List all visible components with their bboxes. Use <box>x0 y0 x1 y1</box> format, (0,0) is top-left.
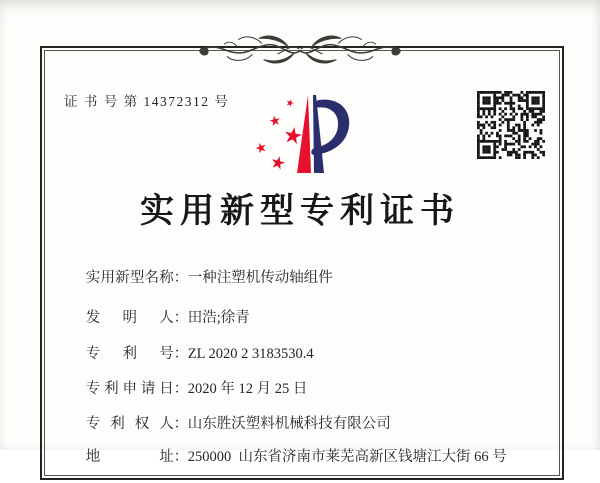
field-label: 地址 <box>85 449 174 465</box>
field-row-name <box>64 249 333 286</box>
field-colon: ： <box>173 310 189 326</box>
field-colon: ： <box>173 270 189 286</box>
field-label: 实用新型名称 <box>85 270 174 286</box>
field-value: 一种注塑机传动轴组件 <box>187 270 333 286</box>
field-row-patent-no <box>64 325 314 362</box>
field-value: 250000 山东省济南市莱芜高新区钱塘江大街 66 号 <box>187 449 507 465</box>
field-label: 专利权人 <box>85 416 174 432</box>
certificate-title: 实用新型专利证书 <box>140 193 460 230</box>
certificate-number: 证 书 号 第 14372312 号 <box>64 94 230 109</box>
field-value: ZL 2020 2 3183530.4 <box>187 346 314 362</box>
field-colon: ： <box>173 416 189 432</box>
field-colon: ： <box>173 449 189 465</box>
field-value: 山东胜沃塑料机械科技有限公司 <box>187 416 391 432</box>
field-label: 专利号 <box>85 346 174 362</box>
field-row-inventors <box>64 289 250 326</box>
field-row-filing-date <box>64 360 308 397</box>
field-colon: ： <box>173 381 189 397</box>
field-value: 田浩;徐青 <box>187 310 250 326</box>
field-colon: ： <box>173 346 189 362</box>
field-label: 发明人 <box>85 310 174 326</box>
field-label: 专利申请日 <box>85 381 174 397</box>
field-value: 2020 年 12 月 25 日 <box>187 381 308 397</box>
field-row-patentee <box>64 395 391 432</box>
field-row-address <box>64 428 507 465</box>
